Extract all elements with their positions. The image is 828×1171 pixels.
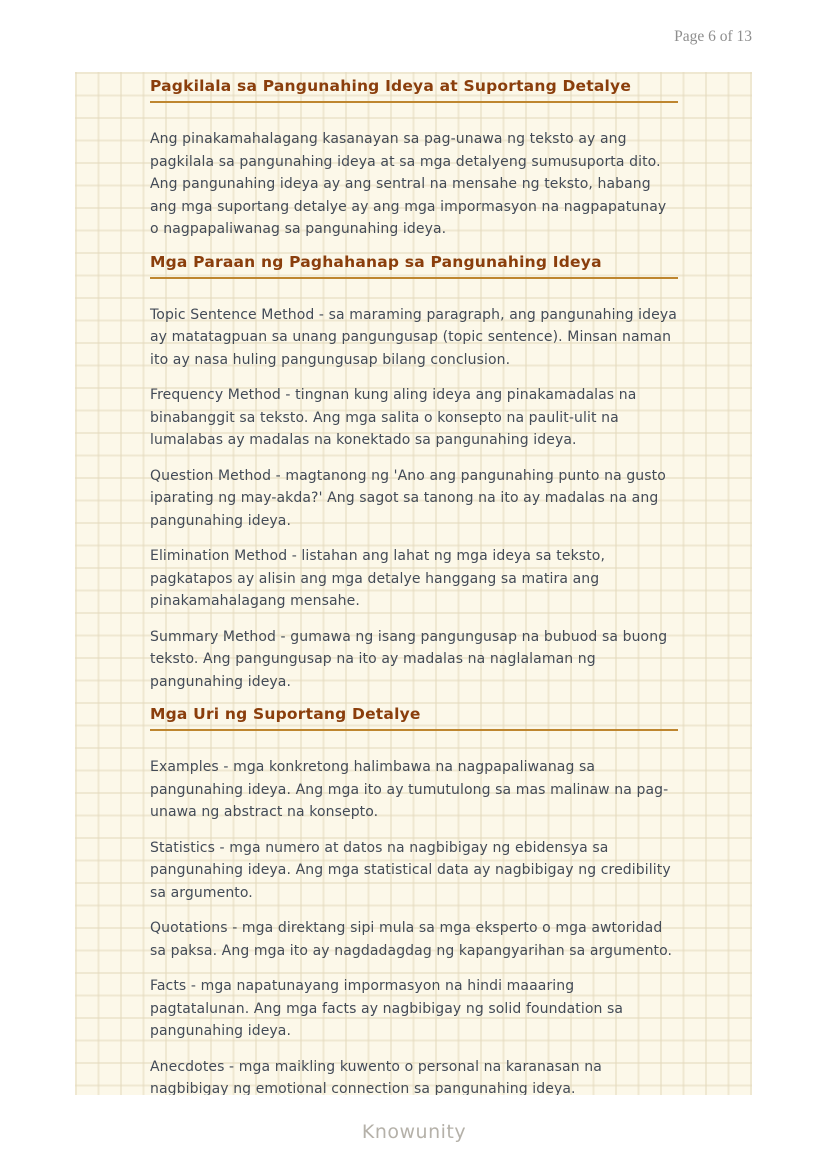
paragraph: Frequency Method - tingnan kung aling ideya ang pinakamadalas na binabanggit sa teksto. Ang mga salita o konsepto na paulit-ulit na lumalabas ay madalas na konektado sa pangunahing ideya. — [150, 387, 637, 448]
knowunity-watermark: Knowunity — [361, 1121, 467, 1143]
paragraph: Question Method - magtanong ng 'Ano ang pangunahing punto na gusto iparating ng may-akda?' Ang sagot sa tanong na ito ay madalas na ang pangunahing ideya. — [150, 467, 666, 529]
document-section — [150, 706, 678, 1095]
paragraph: Topic Sentence Method - sa maraming paragraph, ang pangunahing ideya ay matatagpuan sa unang pangungusap (topic sentence). Minsan naman ito ay nasa huling pangungusap bilang conclusion. — [150, 306, 677, 368]
section-heading: Mga Paraan ng Paghahanap sa Pangunahing Ideya — [150, 254, 678, 279]
section-heading: Pagkilala sa Pangunahing Ideya at Suportang Detalye — [150, 78, 678, 103]
document-section — [150, 78, 678, 241]
page-number-indicator: Page 6 of 13 — [674, 28, 752, 45]
paragraph: Facts - mga napatunayang impormasyon na hindi maaaring pagtatalunan. Ang mga facts ay nagbibigay ng solid foundation sa pangunahing ideya. — [150, 978, 624, 1039]
paragraph: Anecdotes - mga maikling kuwento o personal na karanasan na nagbibigay ng emotional connection sa pangunahing ideya. — [150, 1058, 602, 1095]
paragraph: Examples - mga konkretong halimbawa na nagpapaliwanag sa pangunahing ideya. Ang mga ito ay tumutulong sa mas malinaw na pag-unawa ng abstract na konsepto. — [150, 759, 669, 820]
paragraph: Statistics - mga numero at datos na nagbibigay ng ebidensya sa pangunahing ideya. Ang mga statistical data ay nagbibigay ng credibility sa argumento. — [150, 839, 671, 901]
document-sections — [150, 78, 678, 1095]
section-heading: Mga Uri ng Suportang Detalye — [150, 706, 678, 731]
paragraph: Ang pinakamahalagang kasanayan sa pag-unawa ng teksto ay ang pagkilala sa pangunahing ideya at sa mga detalyeng sumusuporta dito. Ang pangunahing ideya ay ang sentral na mensahe ng teksto, habang ang mga suportang detalye ay ang mga impormasyon na nagpapatunay o nagpapaliwanag sa pangunahing ideya. — [150, 131, 667, 237]
notes-paper — [75, 72, 752, 1095]
paragraph: Elimination Method - listahan ang lahat ng mga ideya sa teksto, pagkatapos ay alisin ang mga detalye hanggang sa matira ang pinakamahalagang mensahe. — [150, 548, 605, 609]
document-section — [150, 254, 678, 694]
paragraph: Summary Method - gumawa ng isang pangungusap na bubuod sa buong teksto. Ang pangungusap na ito ay madalas na naglalaman ng pangunahing ideya. — [150, 628, 668, 690]
paragraph: Quotations - mga direktang sipi mula sa mga eksperto o mga awtoridad sa paksa. Ang mga ito ay nagdadagdag ng kapangyarihan sa argumento. — [150, 920, 673, 959]
